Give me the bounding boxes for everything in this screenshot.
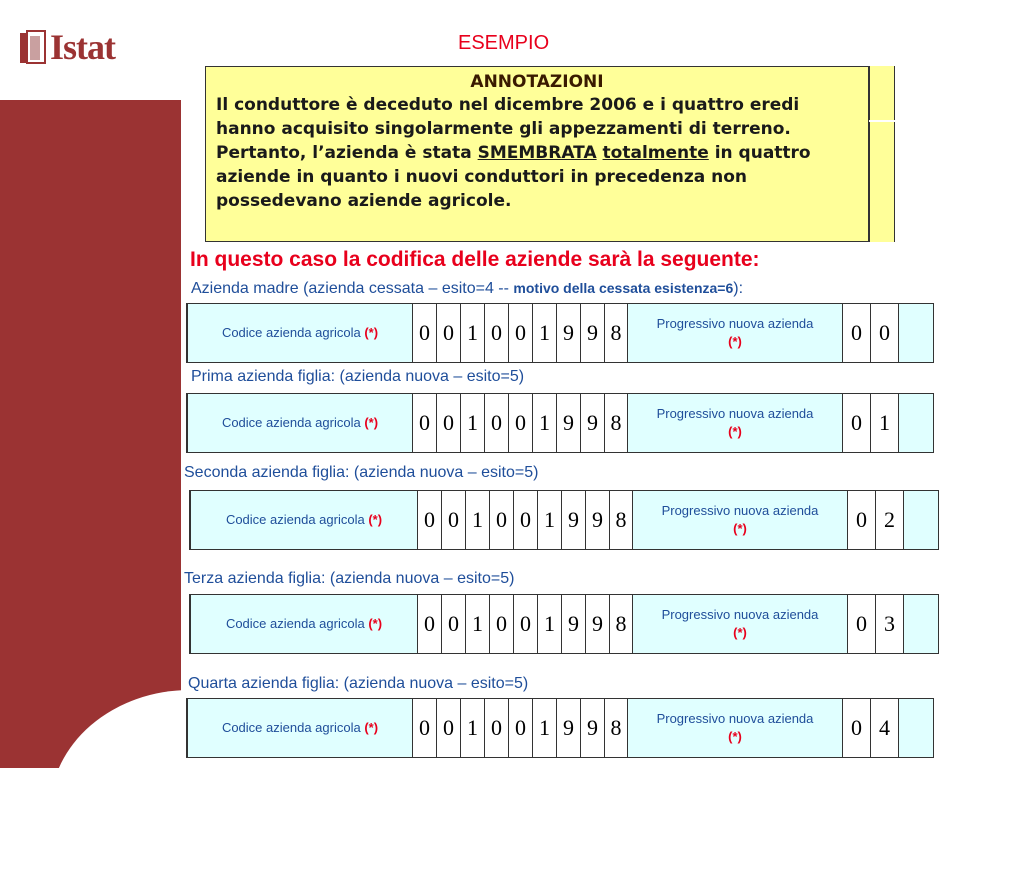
istat-logo [20, 27, 132, 67]
code-row [189, 490, 939, 550]
asterisk-mark: (*) [364, 415, 379, 430]
row-caption [184, 570, 514, 588]
code-digit: 8 [604, 394, 628, 452]
row-caption [184, 464, 538, 482]
progressivo-digit: 1 [870, 394, 898, 452]
asterisk-mark: (*) [368, 512, 383, 527]
asterisk-mark: (*) [728, 424, 742, 439]
code-digit: 0 [441, 491, 465, 549]
code-digit: 0 [508, 304, 532, 362]
blank-cell [903, 491, 939, 549]
blank-cell [898, 394, 934, 452]
asterisk-mark: (*) [728, 334, 742, 349]
progressivo-label-text: Progressivo nuova azienda [656, 406, 814, 421]
row-caption [191, 368, 524, 386]
row-caption [191, 280, 743, 298]
logo-area [0, 0, 181, 100]
progressivo-digit: 0 [842, 304, 870, 362]
codice-label-text: Codice azienda agricola [225, 512, 365, 527]
progressivo-label-text: Progressivo nuova azienda [656, 316, 814, 331]
progressivo-digit: 4 [870, 699, 898, 757]
note-side-strip-lower [869, 122, 895, 242]
progressivo-label [628, 699, 842, 757]
progressivo-label [633, 491, 847, 549]
row-caption-text: Terza azienda figlia: (azienda nuova – esito=5) [184, 570, 515, 587]
code-digit: 9 [556, 304, 580, 362]
code-digit: 8 [609, 595, 633, 653]
code-digit: 0 [513, 491, 537, 549]
codice-label-text: Codice azienda agricola [221, 325, 361, 340]
row-caption-end: ): [733, 280, 744, 297]
codice-azienda-label [186, 699, 412, 757]
sidebar-band [0, 0, 181, 768]
row-caption-text: Quarta azienda figlia: (azienda nuova – esito=5) [188, 675, 529, 692]
annotation-emphasis-totalmente: totalmente [602, 143, 709, 163]
annotation-emphasis-smembrata: SMEMBRATA [477, 143, 597, 163]
asterisk-mark: (*) [368, 616, 383, 631]
note-side-strip [869, 66, 895, 120]
code-digit: 1 [460, 699, 484, 757]
blank-cell [903, 595, 939, 653]
row-caption [188, 675, 528, 693]
code-digit: 9 [580, 699, 604, 757]
asterisk-mark: (*) [733, 625, 747, 640]
progressivo-label [628, 304, 842, 362]
code-digit: 9 [561, 491, 585, 549]
progressivo-label-text: Progressivo nuova azienda [656, 711, 814, 726]
row-caption-text: Seconda azienda figlia: (azienda nuova – esito=5) [184, 464, 539, 481]
codice-azienda-label [186, 304, 412, 362]
code-digit: 0 [489, 595, 513, 653]
blank-cell [898, 304, 934, 362]
code-row [186, 698, 934, 758]
progressivo-digit: 0 [842, 699, 870, 757]
code-digit: 0 [412, 304, 436, 362]
codice-label-text: Codice azienda agricola [225, 616, 365, 631]
code-digit: 9 [556, 394, 580, 452]
code-digit: 0 [508, 394, 532, 452]
code-digit: 1 [460, 394, 484, 452]
progressivo-digit: 3 [875, 595, 903, 653]
progressivo-label-text: Progressivo nuova azienda [661, 607, 819, 622]
logo-mark-inner [30, 36, 40, 60]
progressivo-digit: 0 [847, 595, 875, 653]
code-digit: 0 [412, 394, 436, 452]
annotation-text-part2: in quattro aziende in quanto i nuovi conduttori in precedenza non possedevano aziende agricole. [216, 143, 811, 211]
asterisk-mark: (*) [733, 521, 747, 536]
code-digit: 9 [580, 394, 604, 452]
code-digit: 0 [436, 699, 460, 757]
code-digit: 0 [508, 699, 532, 757]
progressivo-digit: 0 [847, 491, 875, 549]
code-digit: 9 [580, 304, 604, 362]
code-digit: 0 [412, 699, 436, 757]
annotation-text-part1: Il conduttore è deceduto nel dicembre 2006 e i quattro eredi hanno acquisito singolarmente gli appezzamenti di terreno. Pertanto, l’azienda è stata [216, 95, 800, 163]
code-digit: 1 [532, 394, 556, 452]
progressivo-digit: 2 [875, 491, 903, 549]
progressivo-digit: 0 [870, 304, 898, 362]
code-digit: 0 [436, 304, 460, 362]
blank-cell [898, 699, 934, 757]
asterisk-mark: (*) [364, 325, 379, 340]
code-digit: 1 [465, 595, 489, 653]
code-digit: 0 [417, 491, 441, 549]
code-digit: 9 [585, 595, 609, 653]
code-digit: 1 [537, 491, 561, 549]
asterisk-mark: (*) [364, 720, 379, 735]
logo-text: Istat [50, 27, 115, 67]
code-digit: 9 [561, 595, 585, 653]
code-digit: 0 [513, 595, 537, 653]
annotation-heading: ANNOTAZIONI [470, 72, 604, 92]
code-row [189, 594, 939, 654]
code-digit: 1 [460, 304, 484, 362]
code-digit: 0 [436, 394, 460, 452]
code-digit: 9 [585, 491, 609, 549]
codice-label-text: Codice azienda agricola [221, 720, 361, 735]
code-digit: 0 [484, 304, 508, 362]
code-row [186, 393, 934, 453]
code-digit: 0 [489, 491, 513, 549]
code-digit: 8 [609, 491, 633, 549]
asterisk-mark: (*) [728, 729, 742, 744]
row-caption-bold: motivo della cessata esistenza=6 [513, 280, 734, 296]
annotation-text [216, 93, 858, 213]
progressivo-label-text: Progressivo nuova azienda [661, 503, 819, 518]
code-digit: 1 [532, 699, 556, 757]
progressivo-digit: 0 [842, 394, 870, 452]
codice-azienda-label [189, 595, 417, 653]
code-digit: 1 [465, 491, 489, 549]
row-caption-text: Prima azienda figlia: (azienda nuova – esito=5) [191, 368, 525, 385]
code-digit: 0 [484, 394, 508, 452]
code-row [186, 303, 934, 363]
code-digit: 8 [604, 304, 628, 362]
annotation-box [205, 66, 869, 242]
codice-label-text: Codice azienda agricola [221, 415, 361, 430]
code-digit: 0 [417, 595, 441, 653]
progressivo-label [628, 394, 842, 452]
page-title: ESEMPIO [458, 32, 550, 54]
code-digit: 1 [532, 304, 556, 362]
code-digit: 1 [537, 595, 561, 653]
code-digit: 9 [556, 699, 580, 757]
progressivo-label [633, 595, 847, 653]
section-heading: In questo caso la codifica delle aziende sarà la seguente: [190, 248, 760, 271]
row-caption-text: Azienda madre (azienda cessata – esito=4 -- [191, 280, 514, 297]
code-digit: 0 [484, 699, 508, 757]
codice-azienda-label [186, 394, 412, 452]
code-digit: 0 [441, 595, 465, 653]
codice-azienda-label [189, 491, 417, 549]
code-digit: 8 [604, 699, 628, 757]
